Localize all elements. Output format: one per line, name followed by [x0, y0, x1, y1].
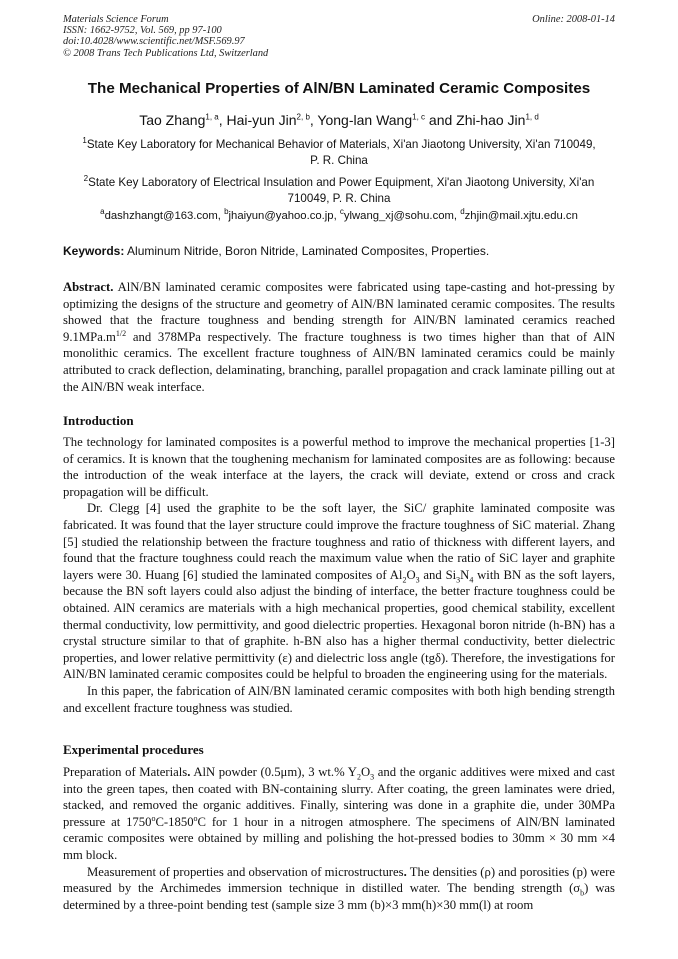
email-mark: a	[100, 207, 105, 217]
author-separator: ,	[218, 112, 227, 128]
paragraph-text: C for 1 hour in a nitrogen atmosphere. The specimens of AlN/BN laminated ceramic composites were obtained by milling and polishing the hot-pressed bodies to 30mm × 30 mm ×4 mm block.	[63, 814, 615, 862]
email-mark: c	[339, 207, 344, 217]
paper-title: The Mechanical Properties of AlN/BN Laminated Ceramic Composites	[87, 80, 591, 97]
paragraph-text: and the organic additives were mixed and cast into the green tapes, then coated with BN-containing slurry. After coating, the green laminates were dried, stacked, and removed the organic additives. Finally, sintering was done in a graphite die, under 30MPa pressure at 1750	[63, 765, 615, 829]
paragraph-text: The densities (ρ) and porosities (p) were measured by the Archimedes immersion technique in distilled water. The bending strength (σ	[63, 864, 615, 896]
paragraph-lead: Measurement of properties and observation of microstructures	[87, 864, 404, 879]
author-affil-mark: 1, a	[205, 112, 219, 122]
author-affil-mark: 1, d	[525, 112, 539, 122]
paragraph-lead: Preparation of Materials	[63, 765, 188, 779]
author-name: Tao Zhang	[139, 112, 206, 128]
subscript: 3	[370, 772, 375, 782]
email-list	[40, 207, 638, 222]
affiliation-1	[63, 137, 615, 168]
author-affil-mark: 1, c	[412, 112, 426, 122]
journal-header	[63, 14, 615, 59]
paragraph-text: O	[406, 567, 416, 582]
affiliation-line: State Key Laboratory of Electrical Insulation and Power Equipment, Xi'an Jiaotong University, Xi'an	[88, 176, 595, 189]
subscript: 2	[356, 772, 361, 782]
paragraph-text: and Si	[419, 567, 457, 582]
email-mark: b	[224, 207, 229, 217]
abstract-label: Abstract.	[63, 280, 114, 294]
paragraph: In this paper, the fabrication of AlN/BN laminated ceramic composites with both high bending strength and excellent fracture toughness was studied.	[63, 683, 615, 715]
paragraph-text: AlN powder (0.5μm), 3 wt.% Y	[190, 765, 357, 779]
email-address: zhjin@mail.xjtu.edu.cn	[464, 210, 578, 222]
author-separator: and	[425, 112, 457, 128]
section-heading-experimental: Experimental procedures	[63, 742, 204, 757]
copyright-line: © 2008 Trans Tech Publications Ltd, Switzerland	[63, 47, 269, 59]
abstract-superscript: 1/2	[115, 328, 127, 338]
email-mark: d	[460, 207, 465, 217]
email-address: dashzhangt@163.com,	[104, 210, 225, 222]
paragraph-text: Dr. Clegg [4] used the graphite to be the soft layer, the SiC/ graphite laminated composite was fabricated. It was found that the layer structure could improve the fracture toughness of SiC material. Zhang [5] studied the relationship between the fracture toughness and ratio of thickness with different layers, and found that the fracture toughness could reach the maximum value when the ratio of SiC layer and graphite layers were 30. Huang [6] studied the laminated composites of Al	[63, 501, 615, 582]
affiliation-number: 2	[83, 174, 89, 184]
introduction-body	[63, 434, 615, 716]
author-name: Zhi-hao Jin	[456, 112, 526, 128]
keywords	[63, 244, 623, 258]
superscript: o	[193, 813, 198, 823]
affiliation-line: P. R. China	[310, 153, 368, 167]
journal-name: Materials Science Forum	[63, 14, 169, 25]
issn-line: ISSN: 1662-9752, Vol. 569, pp 97-100	[63, 25, 222, 37]
experimental-body	[63, 764, 615, 913]
affiliation-line: 710049, P. R. China	[287, 191, 391, 205]
keywords-label: Keywords:	[63, 244, 125, 258]
paragraph-text: ) was determined by a three-point bending test (sample size 3 mm (b)×3 mm(h)×30 mm(l) at room	[63, 881, 615, 912]
author-name: Hai-yun Jin	[226, 112, 297, 128]
doi-line: doi:10.4028/www.scientific.net/MSF.569.97	[63, 36, 245, 48]
subscript: 3	[456, 575, 461, 585]
author-separator: ,	[309, 112, 318, 128]
superscript: o	[151, 813, 156, 823]
paragraph-text: with BN as the soft layers, because the BN soft layers could also adjust the binding of interface, the better fracture toughness could be obtained. AlN ceramics are materials with a high mechanical properties, good chemical stability, excellent thermal conductivity, low permittivity, and good dielectric properties. Hexagonal boron nitride (h-BN) has a crystal structure similar to that of graphite. h-BN also has a higher thermal conductivity, better dielectric properties, and lower relative permittivity (ε) and dielectric loss angle (tgδ). Therefore, the investigations for AlN/BN laminated ceramic composites could be helpful to broaden the engineering using for the materials.	[63, 567, 615, 682]
email-address: jhaiyun@yahoo.co.jp,	[228, 210, 340, 222]
author-name: Yong-lan Wang	[317, 112, 413, 128]
online-date: Online: 2008-01-14	[532, 14, 615, 25]
paragraph	[63, 500, 615, 683]
abstract-text: AlN/BN laminated ceramic composites were fabricated using tape-casting and hot-pressing by optimizing the designs of the structure and geometry of AlN/BN laminated ceramic composites. The results showed that the fracture toughness and bending strength for AlN/BN laminated ceramics reached 9.1MPa.m	[63, 280, 615, 344]
affiliation-number: 1	[82, 136, 87, 146]
affiliation-line: State Key Laboratory for Mechanical Behavior of Materials, Xi'an Jiaotong University, Xi'an 710049,	[86, 138, 596, 151]
paragraph-text: O	[360, 765, 371, 779]
affiliation-2	[63, 175, 615, 206]
paragraph-text: C-1850	[155, 814, 194, 829]
author-list	[40, 112, 638, 128]
abstract	[63, 279, 615, 395]
subscript: 2	[402, 575, 407, 585]
section-heading-introduction: Introduction	[63, 413, 134, 428]
paragraph: Preparation of Materials. AlN powder (0.5μm), 3 wt.% $Y_2O_3$ and the organic additives were mixed and cast into the green tapes, then coated with BN-containing slurry. After coating, the green laminates were dried, stacked, and removed the organic additives. Finally, sintering was done in a graphite die, under 30MPa pressure at 1750$^o$C-1850$^o$C for 1 hour in a nitrogen atmosphere. The specimens of AlN/BN laminated ceramic composites were obtained by milling and polishing the hot-pressed bodies to 30mm × 30 mm ×4 mm block.	[63, 765, 615, 862]
paragraph-text: N	[460, 567, 470, 582]
paragraph: The technology for laminated composites is a powerful method to improve the mechanical properties [1-3] of ceramics. It is known that the toughening mechanism for laminated composites are as following: because the introduction of the weak interface at the layers, the crack will deviate, extend or cross and crack propagation will be difficult.	[63, 435, 615, 499]
subscript: 4	[469, 575, 474, 585]
subscript: b	[580, 888, 585, 898]
paragraph: Measurement of properties and observation of microstructures. The densities (ρ) and porosities (p) were measured by the Archimedes immersion technique in distilled water. The bending strength $(\sigma_b)$ was determined by a three-point bending test (sample size 3 mm (b)×3 mm(h)×30 mm(l) at room	[63, 864, 615, 912]
email-address: ylwang_xj@sohu.com,	[343, 210, 461, 222]
subscript: 3	[415, 575, 420, 585]
abstract-text: and 378MPa respectively. The fracture toughness is two times higher than that of AlN monolithic ceramics. The excellent fracture toughness of AlN/BN laminated ceramics could be mainly attributed to crack deflection, delaminating, branching, parallel propagation and crack laminate pilling out at the AlN/BN weak interface.	[63, 329, 615, 394]
keywords-text: Aluminum Nitride, Boron Nitride, Laminated Composites, Properties.	[124, 244, 490, 258]
author-affil-mark: 2, b	[296, 112, 310, 122]
